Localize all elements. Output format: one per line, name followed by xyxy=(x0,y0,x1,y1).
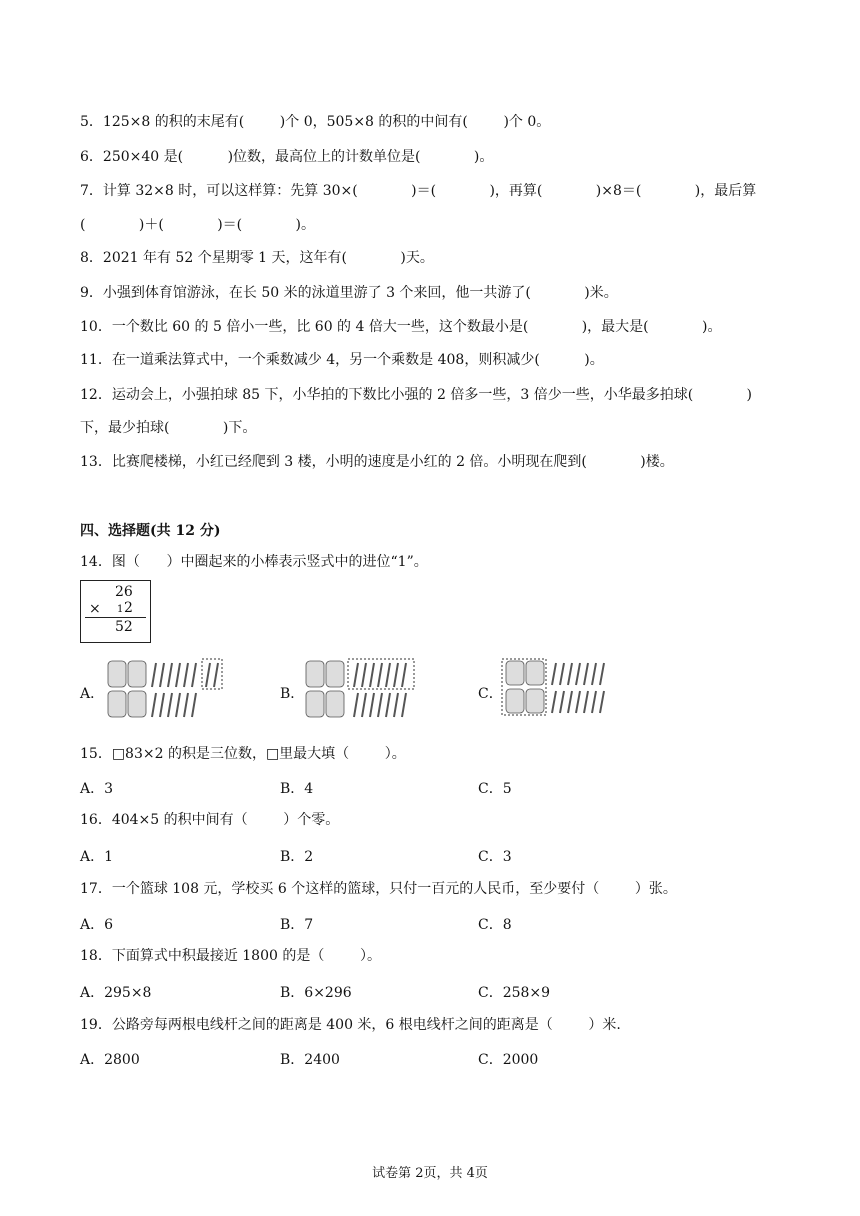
bundled-sticks-image-a xyxy=(104,657,224,719)
q19-option-b[interactable]: B．2400 xyxy=(280,1052,340,1068)
question-5: 5．125×8 的积的末尾有( )个 0，505×8 的积的中间有( )个 0。 xyxy=(80,114,551,130)
q18-option-c[interactable]: C．258×9 xyxy=(478,985,551,1001)
question-6: 6．250×40 是( )位数，最高位上的计数单位是( )。 xyxy=(80,149,494,165)
q19-option-a[interactable]: A．2800 xyxy=(80,1052,140,1068)
q15-option-a[interactable]: A．3 xyxy=(80,781,114,797)
question-17: 17．一个篮球 108 元，学校买 6 个这样的篮球，只付一百元的人民币，至少要付（ ）张。 xyxy=(80,881,677,897)
question-13: 13．比赛爬楼梯，小红已经爬到 3 楼，小明的速度是小红的 2 倍。小明现在爬到( )楼。 xyxy=(80,454,674,470)
question-18: 18．下面算式中积最接近 1800 的是（ ）。 xyxy=(80,948,381,964)
vertical-top-number: 26 xyxy=(115,584,133,600)
q16-option-a[interactable]: A．1 xyxy=(80,849,114,865)
question-8: 8．2021 年有 52 个星期零 1 天，这年有( )天。 xyxy=(80,250,434,266)
question-12-continued: 下，最少拍球( )下。 xyxy=(80,420,257,436)
section-heading: 四、选择题(共 12 分) xyxy=(80,523,221,539)
vertical-rule xyxy=(85,617,146,618)
question-12: 12．运动会上，小强拍球 85 下，小华拍的下数比小强的 2 倍多一些，3 倍少一些，小华最多拍球( ) xyxy=(80,387,753,403)
question-7: 7．计算 32×8 时，可以这样算：先算 30×( )＝( )，再算( )×8＝( )，最后算 xyxy=(80,183,757,199)
bundled-sticks-image-c xyxy=(500,657,620,719)
q17-option-c[interactable]: C．8 xyxy=(478,917,512,933)
question-14: 14．图（ ）中圈起来的小棒表示竖式中的进位“1”。 xyxy=(80,554,428,570)
q17-option-a[interactable]: A．6 xyxy=(80,917,114,933)
q15-option-c[interactable]: C．5 xyxy=(478,781,512,797)
q17-option-b[interactable]: B．7 xyxy=(280,917,314,933)
vertical-multiply-sign: × xyxy=(89,601,101,617)
vertical-bottom-number: 2 xyxy=(124,600,133,616)
q14-option-b-label[interactable]: B． xyxy=(280,686,305,702)
question-16: 16．404×5 的积中间有（ ）个零。 xyxy=(80,812,340,828)
question-10: 10．一个数比 60 的 5 倍小一些，比 60 的 4 倍大一些，这个数最小是( )，最大是( )。 xyxy=(80,319,722,335)
bundled-sticks-image-b xyxy=(302,657,428,719)
question-19: 19．公路旁每两根电线杆之间的距离是 400 米，6 根电线杆之间的距离是（ ）米. xyxy=(80,1017,621,1033)
question-9: 9．小强到体育馆游泳，在长 50 米的泳道里游了 3 个来回，他一共游了( )米。 xyxy=(80,285,618,301)
question-11: 11．在一道乘法算式中，一个乘数减少 4，另一个乘数是 408，则积减少( )。 xyxy=(80,352,604,368)
q19-option-c[interactable]: C．2000 xyxy=(478,1052,539,1068)
q18-option-a[interactable]: A．295×8 xyxy=(80,985,152,1001)
q18-option-b[interactable]: B．6×296 xyxy=(280,985,352,1001)
q16-option-b[interactable]: B．2 xyxy=(280,849,314,865)
page-footer: 试卷第 2页，共 4页 xyxy=(372,1166,488,1181)
q16-option-c[interactable]: C．3 xyxy=(478,849,512,865)
vertical-carry-digit: 1 xyxy=(117,604,124,615)
question-7-continued: ( )＋( )＝( )。 xyxy=(80,217,315,233)
q14-option-c-label[interactable]: C． xyxy=(478,686,503,702)
q15-option-b[interactable]: B．4 xyxy=(280,781,314,797)
question-15: 15．□83×2 的积是三位数，□里最大填（ ）。 xyxy=(80,746,406,762)
vertical-multiplication-box xyxy=(80,580,151,643)
vertical-result: 52 xyxy=(115,619,133,635)
q14-option-a-label[interactable]: A． xyxy=(80,686,105,702)
